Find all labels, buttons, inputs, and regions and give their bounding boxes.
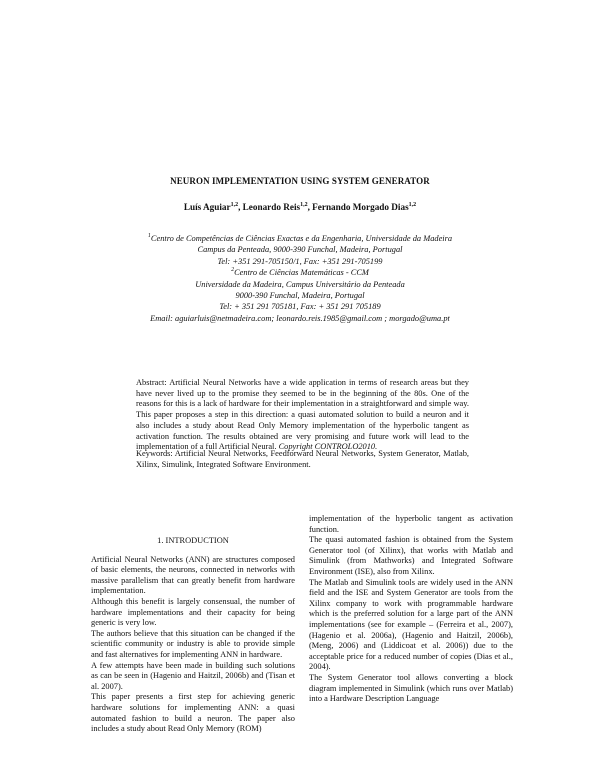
section-heading: 1. INTRODUCTION: [157, 536, 229, 545]
affiliation-line: $^1$Centro de Competências de Ciências Exactas e da Engenharia, Universidade da Madeira: [147, 233, 453, 243]
affiliation-line: Universidade da Madeira, Campus Universitário da Penteada: [195, 279, 405, 289]
paragraph: The quasi automated fashion is obtained from the System Generator tool (of Xilinx), that works with Matlab and Simulink (from Mathworks) and Integrated Software Environment (ISE), also from Xilinx.: [309, 535, 513, 576]
paragraph: A few attempts have been made in building such solutions as can be seen in (Hagenio and Haitzil, 2006b) and (Tisan et al. 2007).: [91, 660, 295, 691]
keywords: Keywords: Artificial Neural Networks, Feedforward Neural Networks, System Generator, Matlab, Xilinx, Simulink, Integrated Software Environment.: [136, 449, 469, 469]
author-affiliation-marker: 1,2: [300, 201, 308, 208]
paragraph: Although this benefit is largely consensual, the number of hardware implementations and their capacity for being generic is very low.: [91, 596, 295, 628]
author-affiliation-marker: 1,2: [408, 201, 417, 208]
affiliation-marker: 1: [147, 233, 151, 240]
right-column: [309, 514, 513, 705]
author-name: Leonardo Reis: [242, 202, 301, 212]
affiliation-line: Tel: +351 291-705150/1, Fax: +351 291-705199: [217, 256, 383, 266]
affiliation-marker: 2: [231, 267, 235, 274]
author-separator: ,: [238, 202, 243, 212]
email-line: Email: aguiarluis@netmadeira.com; leonardo.reis.1985@gmail.com ; morgado@uma.pt: [150, 313, 450, 323]
affiliations-block: [0, 233, 600, 324]
paper-title: NEURON IMPLEMENTATION USING SYSTEM GENERATOR: [170, 176, 430, 186]
paragraph: The Matlab and Simulink tools are widely used in the ANN field and the ISE and System Generator are tools from the Xilinx company to work with programmable hardware which is the preferred solution for a large part of the ANN implementations (see for example – (Ferreira et al., 2007), (Hagenio et al. 2006a), (Hagenio and Haitzil, 2006b), (Meng, 2006) and (Liddicoat et al. 2006)) due to the acceptable price for a reduced number of copies (Dias et al., 2004).: [309, 577, 513, 672]
left-column: [91, 536, 295, 735]
paragraph: This paper presents a first step for achieving generic hardware solutions for implementing ANN: a quasi automated fashion to build a neuron. The paper also includes a study about Read Only Memory (ROM): [91, 692, 295, 734]
author-affiliation-marker: 1,2: [230, 201, 239, 208]
author-name: Fernando Morgado Dias: [312, 202, 409, 212]
affiliation-line: Tel: + 351 291 705181, Fax: + 351 291 705189: [219, 302, 381, 312]
paragraph: implementation of the hyperbolic tangent as activation function.: [309, 514, 513, 534]
author-separator: ,: [307, 202, 313, 212]
paragraph: The authors believe that this situation can be changed if the scientific community or industry is able to provide simple and fast alternatives for implementing ANN in hardware.: [91, 628, 295, 659]
copyright-note: Copyright CONTROLO2010.: [278, 442, 378, 452]
author-name: Luís Aguiar: [183, 202, 231, 212]
affiliation-line: 9000-390 Funchal, Madeira, Portugal: [235, 291, 365, 301]
author-list: [0, 202, 600, 212]
paragraph: The System Generator tool allows converting a block diagram implemented in Simulink (which runs over Matlab) into a Hardware Description Language: [309, 672, 513, 704]
abstract-text: Abstract: Artificial Neural Networks have a wide application in terms of research areas but they have never lived up to the promise they seemed to be in the beginning of the 80s. One of the reasons for this is a lack of hardware for their implementation in a straightforward and simple way. This paper proposes a step in this direction: a quasi automated solution to build a neuron and it also includes a study about Read Only Memory implementation of the hyperbolic tangent as activation function. The results obtained are very promising and future work will lead to the implementation of a full Artificial Neural.: [136, 378, 469, 452]
abstract: [136, 378, 469, 453]
affiliation-line: Campus da Penteada, 9000-390 Funchal, Madeira, Portugal: [197, 245, 403, 255]
affiliation-line: $^2$Centro de Ciências Matemáticas - CCM: [231, 267, 369, 278]
paragraph: Artificial Neural Networks (ANN) are structures composed of basic elements, the neurons, connected in networks with massive parallelism that can greatly benefit from hardware implementation.: [91, 554, 295, 596]
